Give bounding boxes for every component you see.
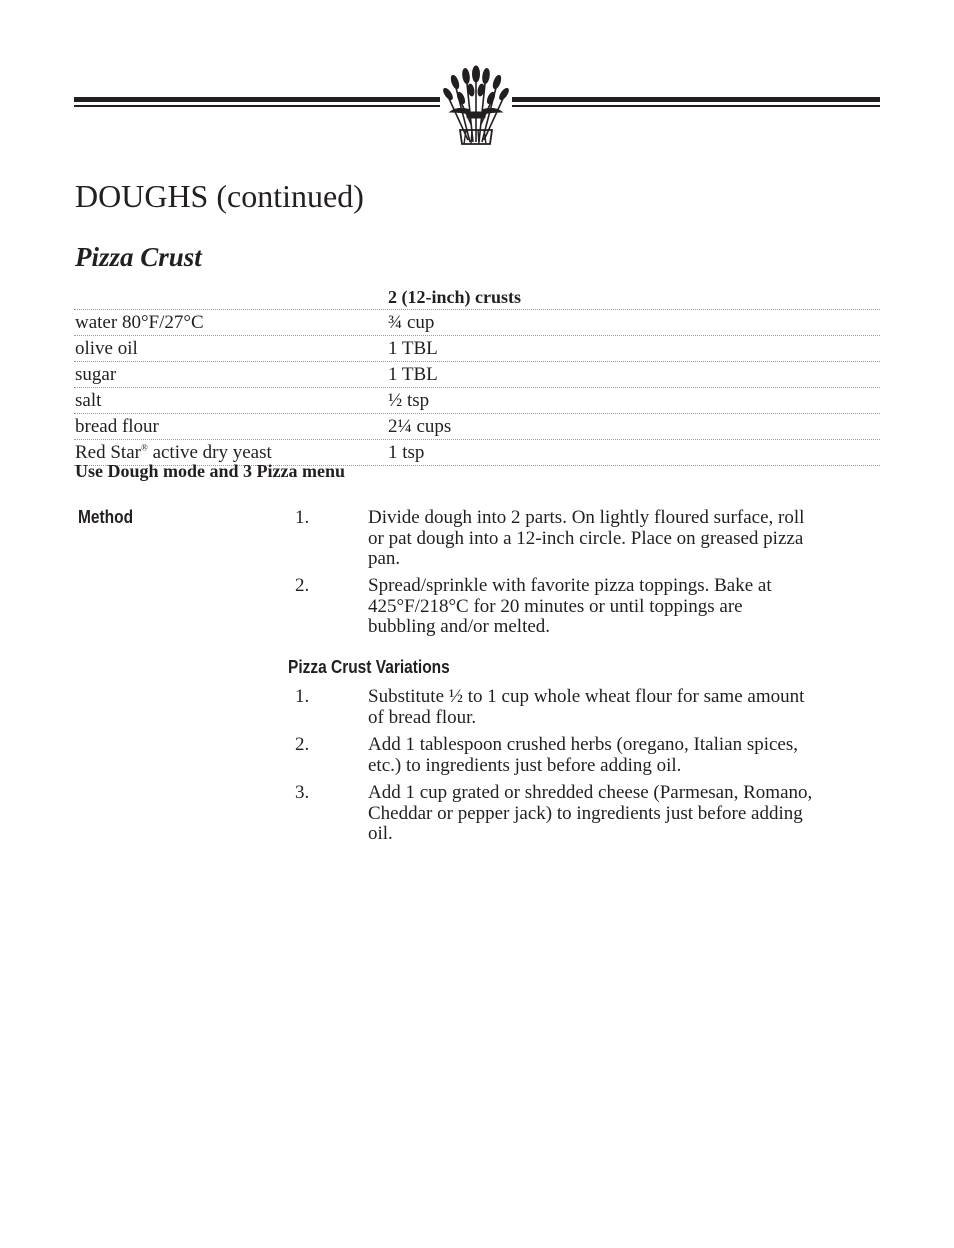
- ingredient-name: sugar: [75, 364, 117, 385]
- yeast-brand: Red Star: [75, 442, 141, 463]
- step-text: Spread/sprinkle with favorite pizza toppings. Bake at 425°F/218°C for 20 minutes or until toppings are bubbling and/or melted.: [368, 575, 772, 637]
- step-text: Divide dough into 2 parts. On lightly floured surface, roll or pat dough into a 12-inch circle. Place on greased pizza pan.: [368, 507, 805, 569]
- page-title: DOUGHS (continued): [75, 178, 364, 214]
- ingredient-row: [74, 335, 880, 361]
- step-number: 3.: [295, 782, 310, 803]
- recipe-title: Pizza Crust: [75, 242, 202, 272]
- ingredient-quantity: 1 tsp: [388, 442, 425, 463]
- ingredient-row: [74, 361, 880, 387]
- step-number: 1.: [295, 686, 310, 707]
- ingredient-row: [74, 387, 880, 413]
- ingredient-name: bread flour: [75, 416, 159, 437]
- ingredient-quantity: ½ tsp: [388, 390, 430, 411]
- ingredient-quantity: 2¼ cups: [388, 416, 452, 437]
- ingredient-row: [74, 413, 880, 439]
- step-text: Substitute ½ to 1 cup whole wheat flour for same amount of bread flour.: [368, 686, 805, 728]
- header-rule-right: [512, 97, 880, 109]
- registered-trademark: ®: [140, 442, 148, 453]
- wheat-sheaf-icon: [440, 64, 512, 146]
- method-label: Method: [78, 507, 134, 527]
- ingredient-quantity: 1 TBL: [388, 338, 438, 359]
- ingredient-row: [74, 309, 880, 335]
- step-number: 2.: [295, 575, 310, 596]
- ingredients-table: [74, 309, 880, 466]
- ingredient-quantity: 1 TBL: [388, 364, 438, 385]
- variations-label: Pizza Crust Variations: [288, 657, 450, 677]
- ingredient-name: water 80°F/27°C: [75, 312, 204, 333]
- step-text: Add 1 cup grated or shredded cheese (Parmesan, Romano, Cheddar or pepper jack) to ingredients just before adding oil.: [368, 782, 813, 844]
- step-number: 1.: [295, 507, 310, 528]
- step-number: 2.: [295, 734, 310, 755]
- mode-note: Use Dough mode and 3 Pizza menu: [75, 461, 346, 481]
- header-rule-left: [74, 97, 440, 109]
- ingredient-name: salt: [75, 390, 102, 411]
- ingredient-quantity: ¾ cup: [388, 312, 435, 333]
- ingredient-name: olive oil: [75, 338, 138, 359]
- step-text: Add 1 tablespoon crushed herbs (oregano, Italian spices, etc.) to ingredients just before adding oil.: [368, 734, 799, 776]
- yeast-type: active dry yeast: [147, 442, 272, 463]
- yield-header: 2 (12-inch) crusts: [388, 287, 521, 307]
